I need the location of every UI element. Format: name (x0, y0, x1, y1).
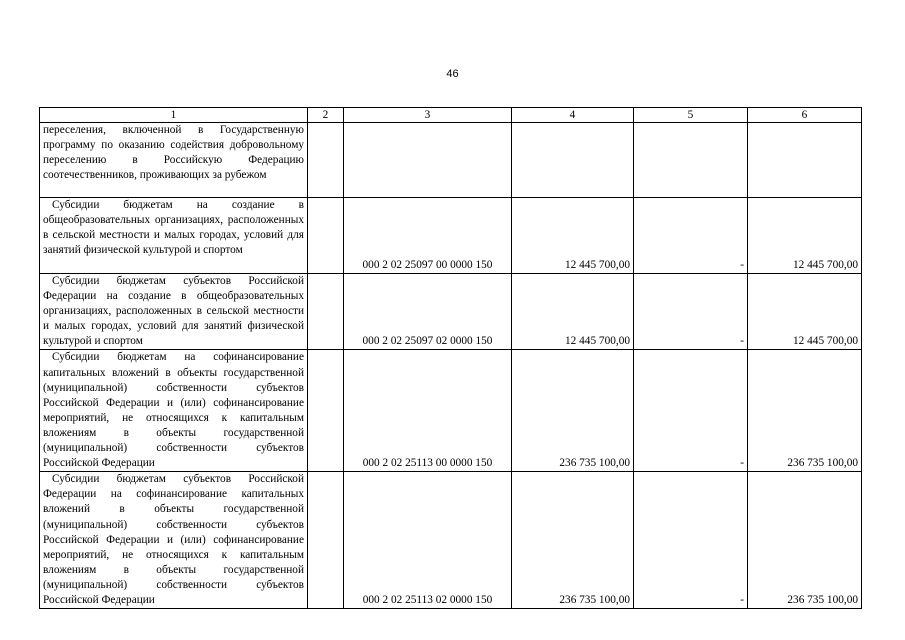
budget-table (39, 107, 862, 609)
row-description: Субсидии бюджетам на софинансирование капитальных вложений в объекты государственной (муниципальной) собственности субъектов Российской Федерации и (или) софинансирование мероприятий, не относящихся к капитальным вложениям в объекты государственной (муниципальной) собственности субъектов Российской Федерации (40, 350, 308, 472)
table-row (40, 274, 862, 350)
row-total (748, 123, 862, 198)
row-col2 (308, 350, 344, 472)
row-col2 (308, 198, 344, 274)
row-description: Субсидии бюджетам субъектов Российской Федерации на софинансирование капитальных вложений в объекты государственной (муниципальной) собственности субъектов Российской Федерации и (или) софинансирование мероприятий, не относящихся к капитальным вложениям в объекты государственной (муниципальной) собственности субъектов Российской Федерации (40, 472, 308, 609)
col-header-1: 1 (40, 108, 308, 123)
table-row (40, 350, 862, 472)
row-col5: - (634, 198, 748, 274)
row-col5: - (634, 472, 748, 609)
page-number: 46 (446, 68, 459, 80)
row-code: 000 2 02 25097 00 0000 150 (344, 198, 512, 274)
row-code: 000 2 02 25113 02 0000 150 (344, 472, 512, 609)
row-col2 (308, 472, 344, 609)
row-col2 (308, 123, 344, 198)
row-col5: - (634, 350, 748, 472)
row-plan (512, 123, 634, 198)
col-header-5: 5 (634, 108, 748, 123)
row-description: Субсидии бюджетам субъектов Российской Федерации на создание в общеобразовательных организациях, расположенных в сельской местности и малых городах, условий для занятий физической культурой и спортом (40, 274, 308, 350)
row-total: 12 445 700,00 (748, 198, 862, 274)
row-plan: 236 735 100,00 (512, 472, 634, 609)
row-code (344, 123, 512, 198)
row-total: 236 735 100,00 (748, 472, 862, 609)
table-row (40, 472, 862, 609)
col-header-3: 3 (344, 108, 512, 123)
row-col5 (634, 123, 748, 198)
table-row (40, 198, 862, 274)
row-col2 (308, 274, 344, 350)
col-header-2: 2 (308, 108, 344, 123)
row-code: 000 2 02 25097 02 0000 150 (344, 274, 512, 350)
row-col5: - (634, 274, 748, 350)
row-description: переселения, включенной в Государственную программу по оказанию содействия добровольному переселению в Российскую Федерацию соотечественников, проживающих за рубежом (40, 123, 308, 198)
table-row (40, 123, 862, 198)
row-description: Субсидии бюджетам на создание в общеобразовательных организациях, расположенных в сельской местности и малых городах, условий для занятий физической культурой и спортом (40, 198, 308, 274)
col-header-6: 6 (748, 108, 862, 123)
col-header-4: 4 (512, 108, 634, 123)
row-plan: 236 735 100,00 (512, 350, 634, 472)
row-code: 000 2 02 25113 00 0000 150 (344, 350, 512, 472)
row-total: 12 445 700,00 (748, 274, 862, 350)
row-plan: 12 445 700,00 (512, 198, 634, 274)
header-row (40, 108, 862, 123)
row-total: 236 735 100,00 (748, 350, 862, 472)
row-plan: 12 445 700,00 (512, 274, 634, 350)
